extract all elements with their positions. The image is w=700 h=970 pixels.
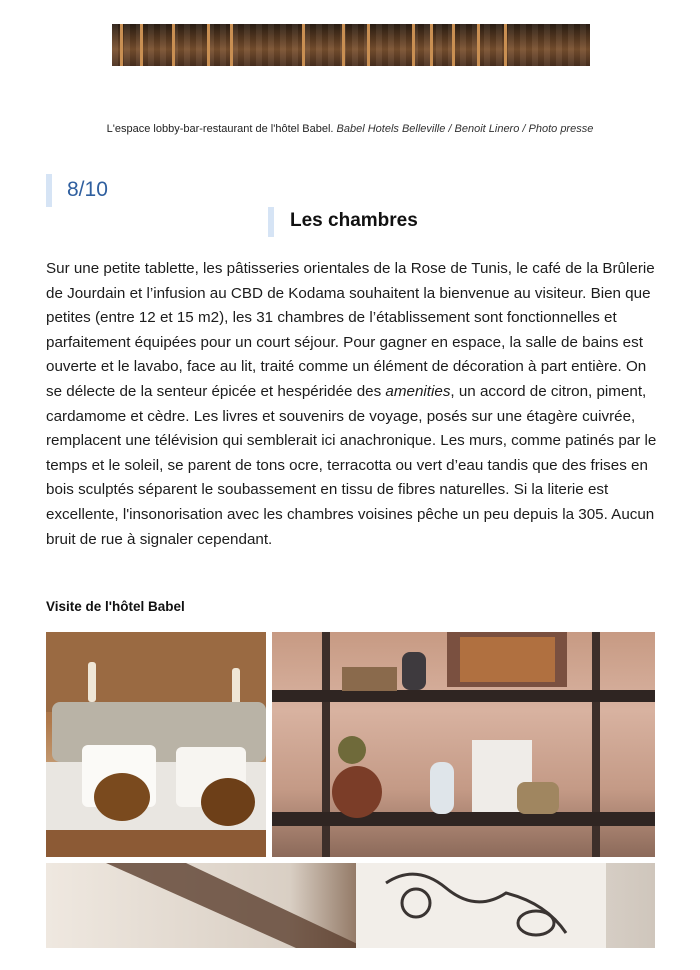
- shelf-photo[interactable]: [272, 632, 655, 857]
- caption-text: L'espace lobby-bar-restaurant de l'hôtel Babel.: [106, 123, 334, 135]
- sketch-photo[interactable]: [46, 863, 655, 948]
- body-text-part1: Sur une petite tablette, les pâtisseries orientales de la Rose de Tunis, le café de la Brûlerie de Jourdain et l’infusion au CBD de Kodama souhaitent la bienvenue au visiteur. Bien que petites (entre 12 et 15 m2), les 31 chambres de l’établissement sont fonctionnelles et parfaitement équipées pour un court séjour. Pour gagner en espace, la salle de bains est ouverte et le lavabo, face au lit, traité comme un élément de décoration à part entière. On se délecte de la senteur épicée et hespéridée des: [46, 260, 655, 400]
- caption-credit: Babel Hotels Belleville / Benoit Linero / Photo presse: [336, 123, 594, 135]
- body-text-emphasis: amenities: [385, 382, 451, 400]
- sketch-illustration: [46, 863, 655, 948]
- section-heading: Les chambres: [290, 210, 418, 231]
- heading-accent-bar: [268, 207, 274, 237]
- bedroom-photo[interactable]: [46, 632, 266, 857]
- body-text-part2: , un accord de citron, piment, cardamome et cèdre. Les livres et souvenirs de voyage, posés sur une étagère cuivrée, remplacent une télévision qui semblerait ici anachronique. Les murs, comme patinés par le temps et le soleil, se parent de tons ocre, terracotta ou vert d’eau tandis que des frises en bois sculptés séparent le soubassement en tissu de fibres naturelles. Si la literie est excellente, l'insonorisation avec les chambres voisines pêche un peu depuis la 305. Aucun bruit de rue à signaler cependant.: [46, 382, 657, 548]
- photo-caption: [0, 123, 700, 135]
- bedroom-illustration: [46, 632, 266, 857]
- body-paragraph: [46, 257, 658, 552]
- score-accent-bar: [46, 174, 52, 207]
- gallery-label: Visite de l'hôtel Babel: [46, 599, 185, 614]
- shelf-illustration: [272, 632, 655, 857]
- lobby-photo: [112, 24, 590, 66]
- rating-score: 8/10: [67, 178, 108, 201]
